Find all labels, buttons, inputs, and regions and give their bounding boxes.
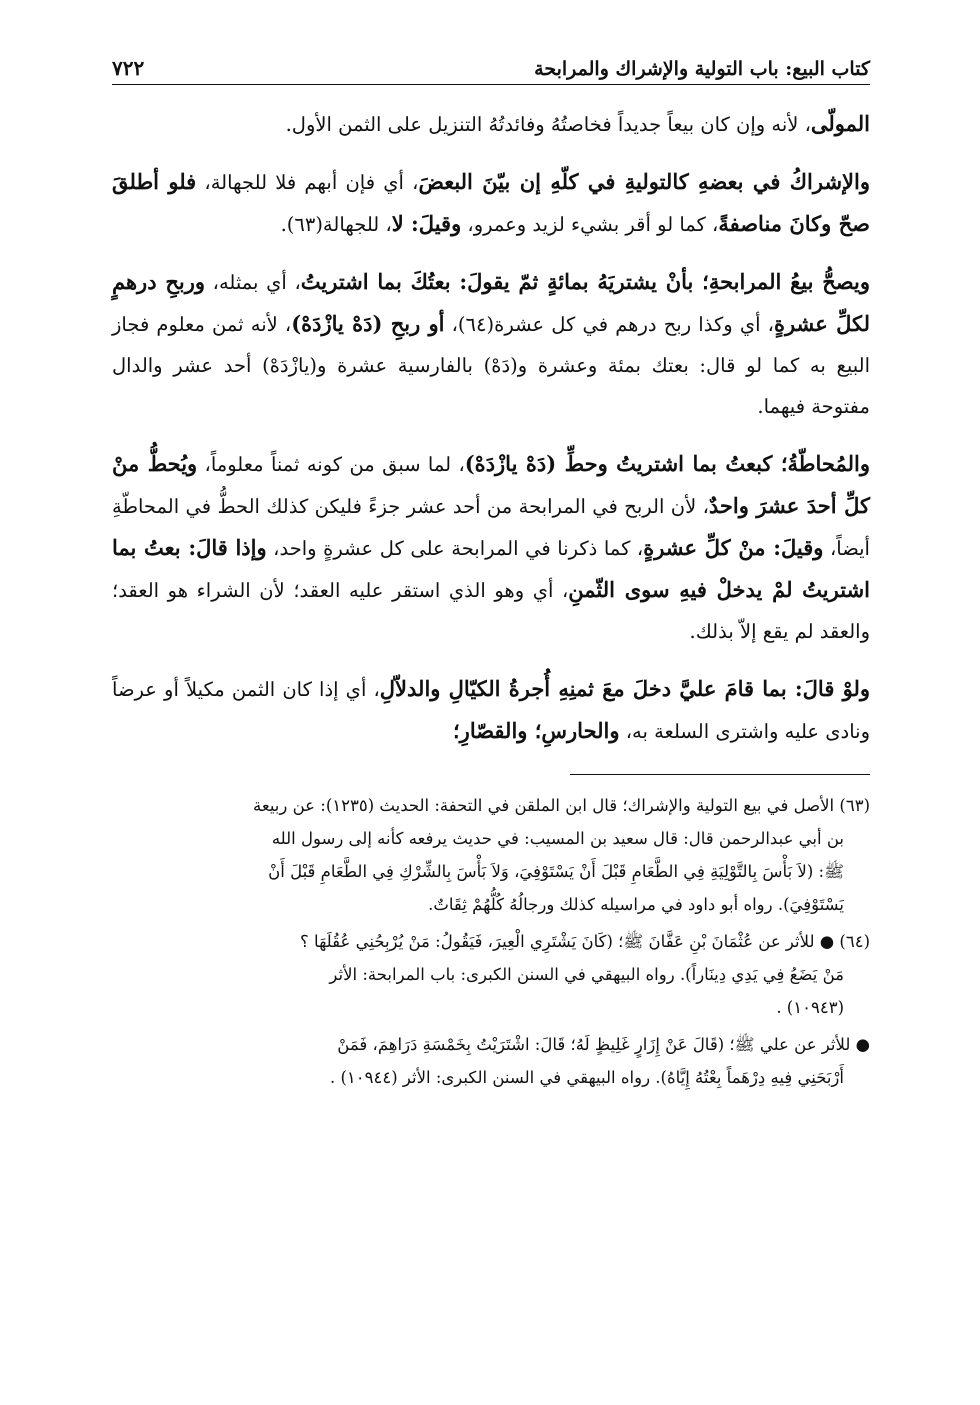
sharh-text: ، لأنه ثمن معلوم فجاز البيع به كما لو قال: بعتك بمئة وعشرة و(دَهْ) بالفارسية عشرة و(يازْدَهْ) أحد عشر والدال مفتوحة فيهما. <box>112 313 870 418</box>
matn-text: والمُحاطّةُ؛ كبعتُ بما اشتريتُ وحطِّ (دَهْ يازْدَهْ) <box>464 451 870 476</box>
matn-text: وقيلَ: لا <box>391 211 462 236</box>
matn-text: المولّى <box>810 111 870 136</box>
sharh-text: ، أي وهو الذي استقر عليه العقد؛ لأن الشراء هو العقد؛ والعقد لم يقع إلاّ بذلك. <box>112 579 870 643</box>
footnote-line: ● للأثر عن علي ﷺ؛ (قَالَ عَنْ إِزَارٍ غَلِيظٍ لَهُ؛ قَالَ: اشْتَرَيْتُ بِخَمْسَةِ دَرَاهِمَ، فَمَنْ <box>337 1035 870 1054</box>
sharh-text: ، لما سبق من كونه ثمناً معلوماً، <box>197 453 465 476</box>
matn-text: والإشراكُ في بعضهِ كالتوليةِ في كلّهِ إن بيّنَ البعضَ <box>418 169 870 194</box>
sharh-text: ، كما ذكرنا في المرابحة على كل عشرةٍ واحد، <box>266 537 644 560</box>
paragraph <box>112 103 870 145</box>
matn-text: ويصحُّ بيعُ المرابحةِ؛ بأنْ يشتريَهُ بمائةٍ ثمّ يقولَ: بعتُكَ بما اشتريتُ <box>300 269 870 294</box>
paragraph <box>112 443 870 652</box>
sharh-text: ، كما لو أقر بشيء لزيد وعمرو، <box>461 213 719 236</box>
main-text <box>112 103 870 752</box>
matn-text: أو ربحِ (دَهْ يازْدَهْ) <box>291 311 445 336</box>
sharh-text: ، أي وكذا ربح درهم في كل عشرة(٦٤)، <box>444 313 774 336</box>
paragraph <box>112 261 870 427</box>
footnote <box>112 925 870 1024</box>
footnote-line: مَنْ يَضَعُ فِي يَدِي دِينَاراً). رواه البيهقي في السنن الكبرى: باب المرابحة: الأثر <box>329 965 844 984</box>
footnote-line: ﷺ: (لاَ بَأْسَ بِالتَّوْلِيَةِ فِي الطَّعَامِ قَبْلَ أَنْ يَسْتَوْفِيَ، وَلاَ بَأْسَ بِالشِّرْكِ فِي الطَّعَامِ قَبْلَ أَنْ <box>268 862 844 881</box>
page-number: ٧٢٢ <box>112 56 145 80</box>
sharh-text: ، أي إذا كان الثمن مكيلاً أو عرضاً ونادى عليه واشترى السلعة به، <box>112 678 870 743</box>
sharh-text: ، للجهالة(٦٣). <box>280 213 392 236</box>
footnote-line: بن أبي عبدالرحمن قال: قال سعيد بن المسيب: في حديث يرفعه كأنه إلى رسول الله <box>271 829 844 848</box>
matn-text: وربحِ درهمٍ لكلِّ عشرةٍ <box>112 269 870 336</box>
footnote-line: يَسْتَوْفِيَ). رواه أبو داود في مراسيله كذلك ورجالُهُ كُلُّهُمْ ثِقَاتٌ. <box>428 895 844 914</box>
paragraph <box>112 668 870 752</box>
footnote-line: (٦٣) الأصل في بيع التولية والإشراك؛ قال ابن الملقن في التحفة: الحديث (١٢٣٥): عن ربيعة <box>253 796 870 815</box>
matn-text: وقيلَ: منْ كلِّ عشرةٍ <box>643 535 824 560</box>
matn-text: ولوْ قالَ: بما قامَ عليَّ دخلَ معَ ثمنِهِ أُجرةُ الكيّالِ والدلاّلِ <box>379 676 870 701</box>
matn-text: وإذا قالَ: بعتُ بما اشتريتُ لمْ يدخلْ فيهِ سوى الثّمنِ <box>112 535 870 602</box>
footnote-line: أَرْبَحَنِي فِيهِ دِرْهَماً بِعْتُهُ إِيَّاهُ). رواه البيهقي في السنن الكبرى: الأثر (١٠٩٤٤) . <box>329 1068 844 1087</box>
footnote-line: (١٠٩٤٣) . <box>776 998 844 1017</box>
sharh-text: ، أي فإن أبهم فلا للجهالة، <box>196 171 419 194</box>
running-title: كتاب البيع: باب التولية والإشراك والمرابحة <box>534 58 870 80</box>
footnote <box>112 789 870 921</box>
footnote <box>112 1028 870 1094</box>
matn-text: والحارسِ؛ والقصّارِ؛ <box>453 718 620 743</box>
footnote-separator <box>570 774 870 775</box>
matn-text: فلو أطلقَ صحّ وكانَ مناصفةً <box>112 169 870 236</box>
footnote-line: (٦٤) ● للأثر عن عُثْمَانَ بْنِ عَفَّانَ ﷺ؛ (كَانَ يَشْتَرِي الْعِيرَ، فَيَقُولُ: مَنْ يُرْبِحُنِي عُقُلَهَا ؟ <box>300 932 870 951</box>
sharh-text: ، أي بمثله، <box>205 271 301 294</box>
footnotes <box>112 789 870 1094</box>
matn-text: ويُحطُّ منْ كلِّ أحدَ عشرَ واحدٌ <box>112 451 870 518</box>
sharh-text: ، لأن الربح في المرابحة من أحد عشر جزءً فليكن كذلك الحطُّ في المحاطّةِ أيضاً، <box>112 495 870 560</box>
sharh-text: ، لأنه وإن كان بيعاً جديداً فخاصتُهُ وفائدتُهُ التنزيل على الثمن الأول. <box>285 113 811 136</box>
paragraph <box>112 161 870 245</box>
page-header <box>112 40 870 85</box>
